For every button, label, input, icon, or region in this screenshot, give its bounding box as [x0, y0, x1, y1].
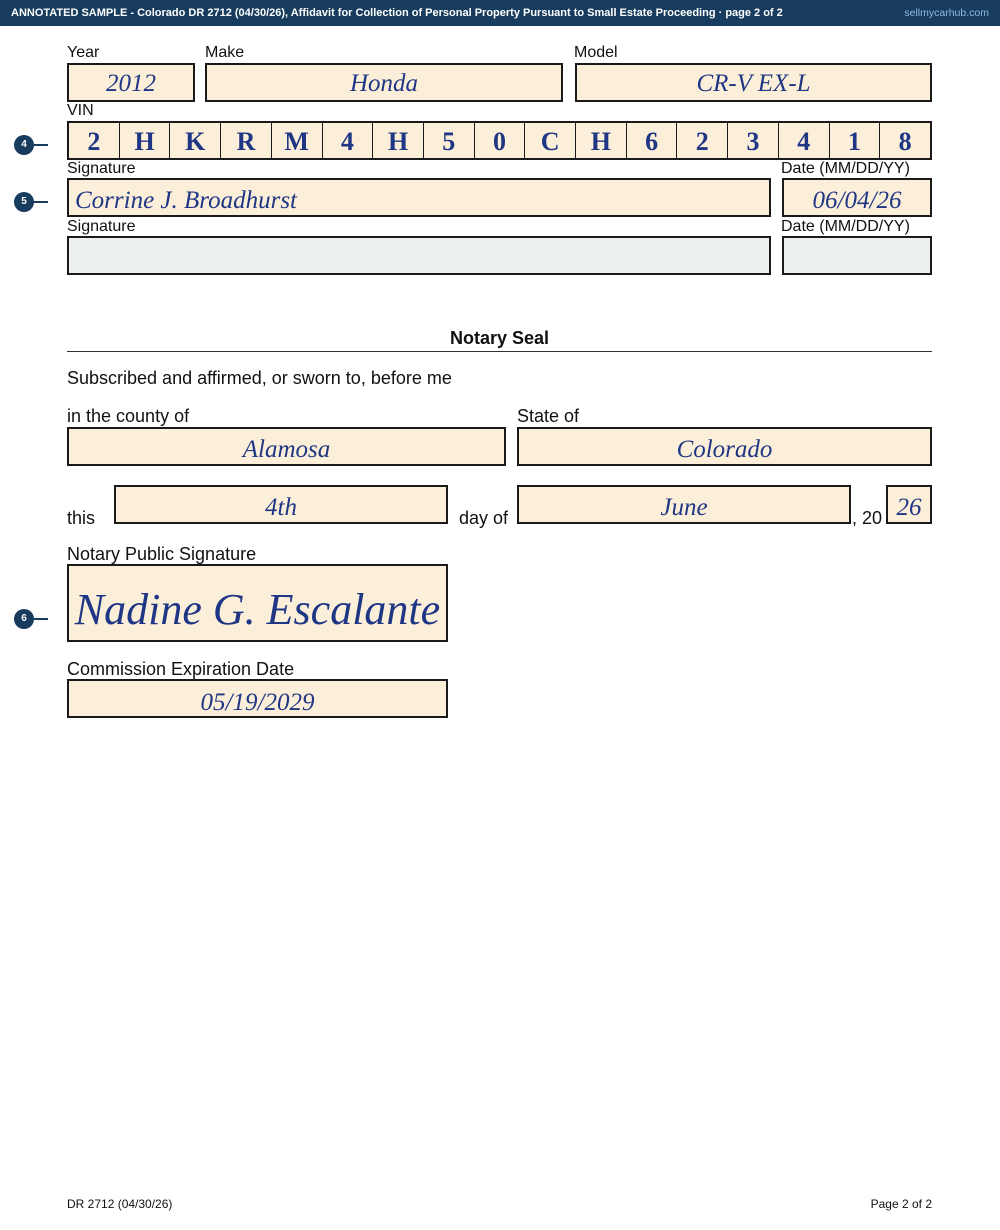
- signature-1-label: Signature: [67, 160, 136, 177]
- vin-char[interactable]: K: [170, 123, 221, 158]
- notary-intro-text: Subscribed and affirmed, or sworn to, before me: [67, 368, 452, 388]
- vin-label: VIN: [67, 102, 94, 119]
- vin-char[interactable]: H: [576, 123, 627, 158]
- year-label: Year: [67, 44, 100, 61]
- model-label: Model: [574, 44, 618, 61]
- marker-5-badge: 5: [14, 192, 34, 212]
- day-of-label: day of: [459, 508, 509, 528]
- vin-char[interactable]: H: [373, 123, 424, 158]
- vin-char[interactable]: 2: [677, 123, 728, 158]
- marker-6-leader: [34, 618, 48, 620]
- state-label: State of: [517, 406, 580, 426]
- signature-2-label: Signature: [67, 218, 136, 235]
- annotation-marker-6: [14, 609, 48, 629]
- make-field[interactable]: Honda: [205, 63, 563, 102]
- signature-2-field[interactable]: [67, 236, 771, 275]
- footer-form-id: DR 2712 (04/30/26): [67, 1197, 173, 1211]
- banner-site-link[interactable]: sellmycarhub.com: [904, 7, 989, 19]
- annotation-marker-4: [14, 135, 48, 155]
- vin-char[interactable]: 5: [424, 123, 475, 158]
- vin-char[interactable]: M: [272, 123, 323, 158]
- year-field[interactable]: 2012: [67, 63, 195, 102]
- commission-label: Commission Expiration Date: [67, 659, 295, 679]
- vin-char[interactable]: 3: [728, 123, 779, 158]
- marker-4-leader: [34, 144, 48, 146]
- model-field[interactable]: CR-V EX-L: [575, 63, 932, 102]
- marker-6-badge: 6: [14, 609, 34, 629]
- vin-char[interactable]: 8: [898, 127, 912, 156]
- month-field[interactable]: June: [517, 485, 851, 524]
- vin-char[interactable]: 1: [830, 123, 881, 158]
- annotation-marker-5: [14, 192, 48, 212]
- state-field[interactable]: Colorado: [517, 427, 932, 466]
- year-prefix-label: , 20: [852, 508, 883, 528]
- marker-4-badge: 4: [14, 135, 34, 155]
- vin-char[interactable]: C: [525, 123, 576, 158]
- vin-char[interactable]: 4: [779, 123, 830, 158]
- marker-5-leader: [34, 201, 48, 203]
- vin-char[interactable]: 4: [323, 123, 374, 158]
- date-1-label: Date (MM/DD/YY): [781, 160, 910, 177]
- vin-char[interactable]: 6: [627, 123, 678, 158]
- signature-1-field[interactable]: Corrine J. Broadhurst: [67, 178, 771, 217]
- county-label: in the county of: [67, 406, 190, 426]
- notary-seal-heading: Notary Seal: [449, 328, 550, 348]
- notary-year-field[interactable]: 26: [886, 485, 932, 524]
- date-1-field[interactable]: 06/04/26: [782, 178, 932, 217]
- notary-signature-field[interactable]: Nadine G. Escalante: [67, 564, 448, 642]
- vin-field[interactable]: [67, 121, 932, 160]
- vin-char[interactable]: H: [120, 123, 171, 158]
- vin-char[interactable]: 0: [475, 123, 526, 158]
- this-label: this: [67, 508, 96, 528]
- commission-date-field[interactable]: 05/19/2029: [67, 679, 448, 718]
- notary-signature-label: Notary Public Signature: [67, 544, 257, 564]
- date-2-field[interactable]: [782, 236, 932, 275]
- vin-char[interactable]: 2: [69, 123, 120, 158]
- date-2-label: Date (MM/DD/YY): [781, 218, 910, 235]
- banner-title: ANNOTATED SAMPLE - Colorado DR 2712 (04/30/26), Affidavit for Collection of Personal Property Pursuant to Small Estate Proceeding · page 2 of 2: [11, 7, 783, 19]
- county-field[interactable]: Alamosa: [67, 427, 506, 466]
- make-label: Make: [205, 44, 245, 61]
- day-field[interactable]: 4th: [114, 485, 448, 524]
- footer-page-number: Page 2 of 2: [870, 1197, 932, 1211]
- vin-char[interactable]: R: [221, 123, 272, 158]
- annotated-sample-banner: [0, 0, 1000, 26]
- section-divider: [67, 351, 932, 352]
